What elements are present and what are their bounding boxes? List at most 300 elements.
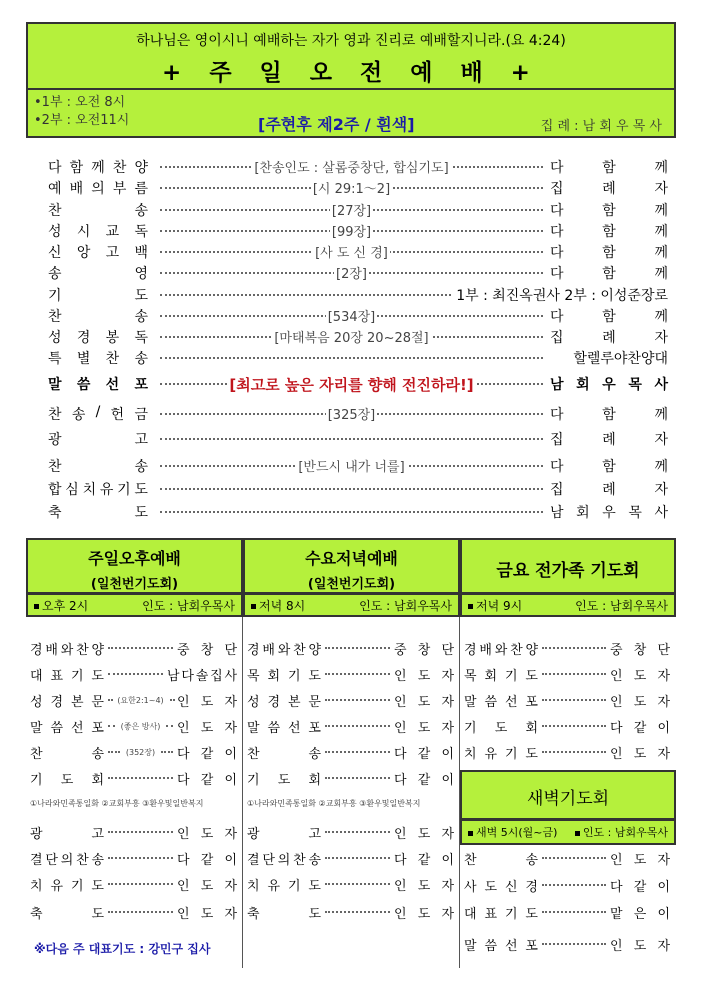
presiding-minister: 집 례 : 남 회 우 목 사 xyxy=(540,119,662,134)
service-time xyxy=(468,597,522,614)
label-char: 기 xyxy=(117,482,131,498)
label-char: 축 xyxy=(48,505,62,521)
label-char: 목 xyxy=(464,668,477,684)
leader-dots xyxy=(160,357,543,359)
person-char: 자 xyxy=(654,181,668,197)
label-char: 영 xyxy=(134,266,148,282)
person-char: 중 xyxy=(394,642,407,658)
service-info-bar xyxy=(26,90,676,138)
order-item-person xyxy=(550,178,668,198)
service-row xyxy=(464,900,670,924)
label-char: 찬 xyxy=(105,351,120,367)
leader-dots xyxy=(542,673,606,675)
service-row-label xyxy=(247,665,321,684)
service-row-label xyxy=(464,903,538,922)
order-item-person xyxy=(550,502,668,522)
person-char: 다 xyxy=(550,266,564,282)
label-char: 고 xyxy=(134,432,148,448)
person-char: 께 xyxy=(654,203,668,219)
person-char: 같 xyxy=(417,852,431,868)
label-char: 기 xyxy=(287,878,301,894)
label-char: 께 xyxy=(91,160,105,176)
leader-dots xyxy=(325,857,390,859)
order-item-label xyxy=(48,306,148,326)
label-char: 회 xyxy=(267,668,281,684)
service-row-label xyxy=(247,875,321,894)
label-char: 교 xyxy=(105,224,120,240)
leader-dots xyxy=(542,725,606,727)
person-char: 다 xyxy=(181,668,194,684)
service-leader: 인도 : 남회우목사 xyxy=(575,598,668,613)
order-item-detail xyxy=(160,327,543,346)
service-row xyxy=(247,900,454,924)
service-row xyxy=(464,636,670,660)
person-char: 도 xyxy=(417,694,431,710)
label-char: 선 xyxy=(70,720,84,736)
leader-dots xyxy=(542,884,606,886)
person-char: 례 xyxy=(602,330,616,346)
label-char: 합 xyxy=(48,482,62,498)
label-char: 성 xyxy=(48,224,62,240)
label-char: 찬 xyxy=(293,852,306,868)
person-char: 도 xyxy=(417,668,431,684)
person-char: 도 xyxy=(417,720,431,736)
label-char: 도 xyxy=(134,288,148,304)
person-char: 같 xyxy=(200,772,214,788)
label-char: 함 xyxy=(69,160,84,176)
service-row-person xyxy=(177,903,237,922)
label-char: 경 xyxy=(464,642,477,658)
label-char: 찬 xyxy=(247,746,260,762)
service-row-label xyxy=(30,743,104,762)
label-char: 고 xyxy=(91,826,104,842)
leader-dots xyxy=(108,857,173,859)
label-char: 광 xyxy=(48,432,62,448)
order-item-person xyxy=(550,306,668,326)
order-item-detail xyxy=(160,221,543,240)
service-row xyxy=(464,688,670,712)
service-row xyxy=(247,820,454,844)
leader-dots xyxy=(325,751,390,753)
bullet-icon xyxy=(468,604,473,609)
service-row-label xyxy=(30,691,104,710)
person-char: 같 xyxy=(417,746,431,762)
service-times xyxy=(34,94,129,130)
label-char: 대 xyxy=(30,668,43,684)
person-char: 례 xyxy=(602,432,616,448)
liturgical-season: [주현후 제2주 / 흰색] xyxy=(258,115,415,134)
column-info-bar xyxy=(243,593,460,617)
person-char: 도 xyxy=(633,852,647,868)
service-row-person xyxy=(610,743,670,762)
label-char: 앙 xyxy=(76,245,91,261)
scripture-verse: 하나님은 영이시니 예배하는 자가 영과 진리로 예배할지니라.(요 4:24) xyxy=(136,33,566,49)
person-char: 솔 xyxy=(195,668,209,684)
column-header xyxy=(460,538,676,594)
order-item-detail xyxy=(160,157,543,176)
label-char: 송 xyxy=(525,852,538,868)
label-char: 찬 xyxy=(30,746,43,762)
person-char: 함 xyxy=(602,459,616,475)
service-row-person xyxy=(177,769,237,788)
label-char: 송 xyxy=(308,746,321,762)
service-row-person xyxy=(394,769,454,788)
label-char: 금 xyxy=(134,407,148,423)
person-char: 도 xyxy=(633,668,647,684)
person-char: 인 xyxy=(610,746,623,762)
leader-dots xyxy=(542,857,606,859)
order-item-person xyxy=(550,327,668,347)
label-char: 축 xyxy=(247,906,260,922)
person-char: 은 xyxy=(633,906,647,922)
service-row-person xyxy=(394,875,454,894)
service-row xyxy=(30,846,237,870)
label-char: 신 xyxy=(504,879,518,895)
label-char: 회 xyxy=(484,668,498,684)
person-char: 자 xyxy=(224,694,237,710)
person-char: 자 xyxy=(657,938,670,954)
person-char: 인 xyxy=(610,668,623,684)
person-char: 다 xyxy=(550,309,564,325)
leader-dots xyxy=(166,725,173,727)
label-char: 회 xyxy=(91,772,104,788)
label-char: 유 xyxy=(267,878,281,894)
leader-dots xyxy=(542,911,606,913)
label-char: 찬 xyxy=(510,642,523,658)
leader-dots xyxy=(108,883,173,885)
order-row xyxy=(48,479,668,499)
person-char: 다 xyxy=(177,772,190,788)
label-char: 도 xyxy=(308,668,321,684)
person-char: 인 xyxy=(177,826,190,842)
order-row xyxy=(48,456,668,476)
label-char: 백 xyxy=(134,245,148,261)
leader-dots xyxy=(170,699,173,701)
person-char: 같 xyxy=(200,852,214,868)
label-char: 기 xyxy=(504,668,518,684)
dawn-prayer-title: 새벽기도회 xyxy=(526,789,610,809)
service-row-label xyxy=(464,691,538,710)
label-char: 송 xyxy=(71,407,86,423)
label-char: 축 xyxy=(30,906,43,922)
service-row-label xyxy=(247,769,321,788)
service-time-1: •1부 : 오전 8시 xyxy=(34,95,126,110)
leader-dots xyxy=(325,831,390,833)
service-row-label xyxy=(30,823,104,842)
header-banner xyxy=(26,22,676,90)
person-char: 맡 xyxy=(610,906,623,922)
person-char: 함 xyxy=(602,407,616,423)
label-char: 부 xyxy=(112,181,127,197)
person-char: 같 xyxy=(633,720,647,736)
person-char: 다 xyxy=(610,879,623,895)
label-char: 씀 xyxy=(484,694,498,710)
service-row-person xyxy=(394,665,454,684)
service-row xyxy=(247,740,454,764)
service-row-label xyxy=(30,849,104,868)
person-char: 도 xyxy=(200,826,214,842)
person-char: 자 xyxy=(441,668,454,684)
person-char: 이 xyxy=(657,879,670,895)
person-char: 함 xyxy=(602,266,616,282)
service-row xyxy=(464,662,670,686)
label-char: 와 xyxy=(60,642,74,658)
order-item-detail xyxy=(160,306,543,325)
person-char: 집 xyxy=(550,181,564,197)
label-char: 광 xyxy=(30,826,43,842)
order-row xyxy=(48,285,668,305)
label-char: 신 xyxy=(48,245,62,261)
service-row xyxy=(464,846,670,870)
service-row-person xyxy=(177,849,237,868)
leader-dots xyxy=(325,777,390,779)
order-item-label xyxy=(48,263,148,283)
person-char: 다 xyxy=(550,224,564,240)
column-divider xyxy=(242,616,243,968)
person-char: 이 xyxy=(657,906,670,922)
person-char: 자 xyxy=(224,878,237,894)
order-row xyxy=(48,200,668,220)
person-char: 다 xyxy=(394,852,407,868)
order-item-label xyxy=(48,221,148,241)
person-char: 다 xyxy=(394,746,407,762)
bullet-icon xyxy=(575,831,580,836)
person-char: 이 xyxy=(224,852,237,868)
label-char: 포 xyxy=(134,377,148,393)
service-row-person xyxy=(610,665,670,684)
label-char: 양 xyxy=(308,642,321,658)
person-char: 단 xyxy=(441,642,454,658)
label-char: 경 xyxy=(525,879,538,895)
service-row-person xyxy=(177,691,237,710)
label-char: 말 xyxy=(247,720,260,736)
leader-dots xyxy=(325,673,390,675)
person-char: 이 xyxy=(441,746,454,762)
prayer-topics: ①나라와민족통일화 ②교회부흥 ③환우및일반복지 xyxy=(30,799,204,808)
order-item-label xyxy=(48,327,148,347)
label-char: 찬 xyxy=(112,160,127,176)
label-char: 배 xyxy=(262,642,275,658)
service-row-label xyxy=(30,875,104,894)
person-char: 께 xyxy=(654,407,668,423)
person-char: 도 xyxy=(417,826,431,842)
label-char: 결 xyxy=(247,852,260,868)
person-char: 께 xyxy=(654,266,668,282)
label-char: 치 xyxy=(464,746,477,762)
label-char: 포 xyxy=(308,720,321,736)
label-char: 포 xyxy=(525,938,538,954)
label-char: 름 xyxy=(134,181,148,197)
label-char: 경 xyxy=(247,642,260,658)
order-item-person xyxy=(550,404,668,424)
label-char: 특 xyxy=(48,351,62,367)
order-item-detail xyxy=(160,178,543,197)
dawn-prayer-header xyxy=(460,770,676,820)
service-row xyxy=(30,688,237,712)
person-char: 인 xyxy=(394,878,407,894)
label-char: 말 xyxy=(48,377,62,393)
detail-text: [최고로 높은 자리를 향해 전진하라!] xyxy=(229,376,474,394)
column-subtitle: (일천번기도회) xyxy=(307,577,396,592)
order-row xyxy=(48,242,668,262)
order-item-label xyxy=(48,404,148,424)
service-row xyxy=(30,714,237,738)
service-row-person xyxy=(394,849,454,868)
person-char: 께 xyxy=(654,309,668,325)
label-char: 송 xyxy=(48,266,62,282)
person-char: 도 xyxy=(200,906,214,922)
detail-text: [반드시 내가 너를] xyxy=(298,460,405,475)
label-char: 본 xyxy=(70,694,84,710)
leader-dots xyxy=(542,647,606,649)
person-char: 인 xyxy=(177,878,190,894)
service-time xyxy=(34,597,88,614)
label-char: 단 xyxy=(45,852,58,868)
service-row-label xyxy=(30,717,104,736)
person-char: 우 xyxy=(602,505,616,521)
leader-dots xyxy=(542,943,606,945)
detail-text: [2장] xyxy=(336,267,367,282)
person-char: 인 xyxy=(394,720,407,736)
leader-dots xyxy=(160,488,543,490)
label-char: 기 xyxy=(287,668,301,684)
service-row-person xyxy=(167,665,237,684)
service-row xyxy=(247,872,454,896)
service-row-person xyxy=(394,691,454,710)
person-char: 집 xyxy=(550,330,564,346)
service-row xyxy=(247,662,454,686)
service-row xyxy=(247,636,454,660)
service-row-person xyxy=(610,639,670,658)
order-row xyxy=(48,263,668,283)
page-title: + 주 일 오 전 예 배 + xyxy=(162,60,540,86)
order-item-label xyxy=(48,178,148,198)
person-char: 자 xyxy=(441,878,454,894)
person-char: 례 xyxy=(602,181,616,197)
order-item-label xyxy=(48,285,148,305)
service-time-2: •2부 : 오전11시 xyxy=(34,113,130,128)
service-row xyxy=(464,714,670,738)
label-char: 배 xyxy=(45,642,58,658)
person-char: 함 xyxy=(602,309,616,325)
service-row xyxy=(247,688,454,712)
label-char: 광 xyxy=(247,826,260,842)
label-char: 고 xyxy=(105,245,120,261)
service-row-person xyxy=(394,903,454,922)
label-char: 씀 xyxy=(50,720,64,736)
service-time-text: 저녁 8시 xyxy=(259,598,306,613)
service-row-person xyxy=(394,639,454,658)
service-row-label xyxy=(30,639,104,658)
person-char: 자 xyxy=(224,906,237,922)
person-char: 창 xyxy=(200,642,214,658)
person-char: 함 xyxy=(602,203,616,219)
label-char: 유 xyxy=(484,746,498,762)
service-row-person xyxy=(394,717,454,736)
service-row-person xyxy=(610,903,670,922)
person-char: 집 xyxy=(550,482,564,498)
label-char: 봉 xyxy=(105,330,120,346)
person-char: 이 xyxy=(441,772,454,788)
leader-dots xyxy=(160,511,543,513)
person-char: 자 xyxy=(441,720,454,736)
leader-dots xyxy=(325,647,390,649)
service-row-label xyxy=(464,665,538,684)
service-leader: 인도 : 남회우목사 xyxy=(359,598,452,613)
person-char: 다 xyxy=(550,160,564,176)
label-char: 성 xyxy=(30,694,43,710)
label-char: 도 xyxy=(91,906,104,922)
person-char: 같 xyxy=(633,879,647,895)
leader-dots xyxy=(325,725,390,727)
column-info-bar xyxy=(26,593,243,617)
label-char: 도 xyxy=(91,668,104,684)
label-char: 찬 xyxy=(48,203,62,219)
service-row xyxy=(464,932,670,956)
label-char: 유 xyxy=(50,878,64,894)
order-row xyxy=(48,327,668,347)
label-char: 대 xyxy=(464,906,477,922)
bullet-icon xyxy=(34,604,39,609)
detail-text: [534장] xyxy=(327,310,376,325)
person-char: 다 xyxy=(177,852,190,868)
service-row-person xyxy=(177,875,237,894)
label-char: 선 xyxy=(504,938,518,954)
service-row-label xyxy=(247,717,321,736)
label-char: 도 xyxy=(525,668,538,684)
detail-text: [99장] xyxy=(331,225,372,240)
label-char: 별 xyxy=(76,351,91,367)
person-char: 목 xyxy=(628,377,642,393)
person-char: 창 xyxy=(417,642,431,658)
label-char: 찬 xyxy=(48,407,62,423)
order-item-detail xyxy=(160,374,543,395)
label-char: 결 xyxy=(30,852,43,868)
dawn-info-bar xyxy=(460,819,676,845)
detail-text: [시 29:1～2] xyxy=(312,182,391,197)
order-item-label xyxy=(48,157,148,177)
order-item-person: 할렐루야찬양대 xyxy=(569,348,668,368)
service-row-label xyxy=(247,639,321,658)
label-char: 도 xyxy=(134,505,148,521)
service-row xyxy=(30,766,237,790)
service-row-label xyxy=(247,743,321,762)
person-char: 함 xyxy=(602,224,616,240)
service-row-label xyxy=(464,743,538,762)
order-item-detail xyxy=(160,263,543,282)
person-char: 단 xyxy=(657,642,670,658)
order-item-label xyxy=(48,479,148,499)
leader-dots xyxy=(108,911,173,913)
person-char: 다 xyxy=(550,203,564,219)
detail-text: [사 도 신 경] xyxy=(315,246,388,261)
order-item-label xyxy=(48,456,148,476)
label-char: 양 xyxy=(91,642,104,658)
label-char: 와 xyxy=(277,642,291,658)
dawn-time-text: 새벽 5시(월~금) xyxy=(476,826,558,839)
leader-dots xyxy=(108,673,163,675)
leader-dots xyxy=(325,911,390,913)
label-char: 송 xyxy=(134,309,148,325)
order-item-person xyxy=(550,479,668,499)
person-char: 자 xyxy=(654,432,668,448)
order-row xyxy=(48,178,668,198)
service-row-person xyxy=(394,823,454,842)
person-char: 자 xyxy=(224,826,237,842)
service-row-label xyxy=(247,823,321,842)
person-char: 자 xyxy=(224,720,238,736)
person-char: 인 xyxy=(177,906,190,922)
